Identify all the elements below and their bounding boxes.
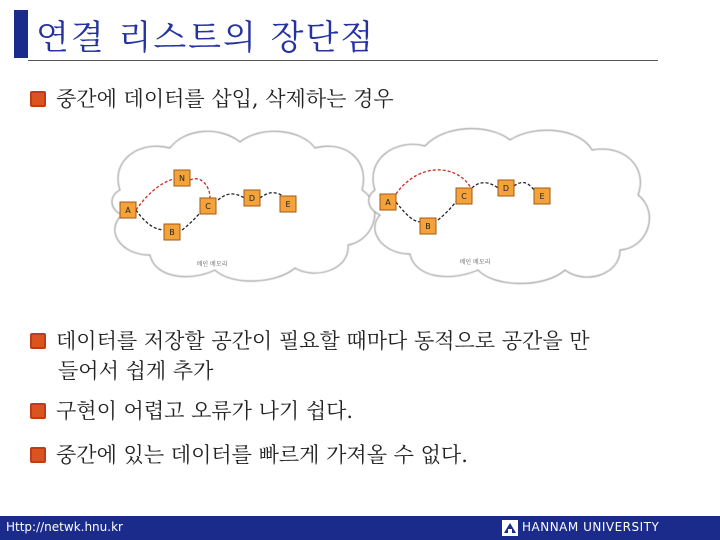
node-B — [420, 218, 436, 234]
bullet-1 — [30, 84, 394, 114]
node-A — [380, 194, 396, 210]
svg-text:C: C — [205, 202, 211, 211]
bullet-text: 중간에 있는 데이터를 빠르게 가져올 수 없다. — [56, 443, 468, 467]
bullet-square-icon — [30, 333, 46, 349]
node-D — [498, 180, 514, 196]
memory-caption-left: 메인 메모리 — [196, 261, 228, 268]
svg-text:A: A — [125, 206, 131, 215]
bullet-square-icon — [30, 403, 46, 419]
node-A — [120, 202, 136, 218]
svg-text:B: B — [425, 222, 431, 231]
bullet-text: 구현이 어렵고 오류가 나기 쉽다. — [56, 399, 354, 423]
memory-cloud-left — [112, 131, 375, 281]
svg-text:C: C — [461, 192, 467, 201]
title-divider — [28, 60, 658, 61]
svg-text:B: B — [169, 228, 175, 237]
svg-text:D: D — [248, 194, 256, 203]
node-label: N — [179, 174, 185, 183]
footer-url[interactable]: Http://netwk.hnu.kr — [6, 520, 123, 534]
node-N — [174, 170, 190, 186]
memory-cloud-right — [369, 129, 650, 284]
node-C — [456, 188, 472, 204]
slide-title: 연결 리스트의 장단점 — [36, 18, 376, 58]
node-C — [200, 198, 216, 214]
node-E — [534, 188, 550, 204]
node-E — [280, 196, 296, 212]
footer-bar — [0, 516, 720, 540]
bullet-4 — [30, 440, 468, 470]
title-accent-bar — [14, 10, 28, 58]
svg-text:E: E — [539, 192, 545, 201]
node-D — [244, 190, 260, 206]
university-logo-icon — [502, 520, 518, 536]
bullet-text: 중간에 데이터를 삽입, 삭제하는 경우 — [56, 87, 394, 111]
svg-text:E: E — [285, 200, 291, 209]
bullet-2 — [30, 326, 590, 386]
svg-text:D: D — [502, 184, 510, 193]
bullet-square-icon — [30, 91, 46, 107]
bullet-text: 데이터를 저장할 공간이 필요할 때마다 동적으로 공간을 만 — [56, 329, 590, 353]
bullet-square-icon — [30, 447, 46, 463]
memory-caption-right: 메인 메모리 — [459, 259, 491, 266]
svg-text:A: A — [385, 198, 391, 207]
bullet-3 — [30, 396, 353, 426]
bullet-text-continued: 들어서 쉽게 추가 — [58, 359, 214, 383]
footer-university: HANNAM UNIVERSITY — [522, 520, 660, 534]
linked-list-diagram — [100, 120, 660, 290]
node-B — [164, 224, 180, 240]
